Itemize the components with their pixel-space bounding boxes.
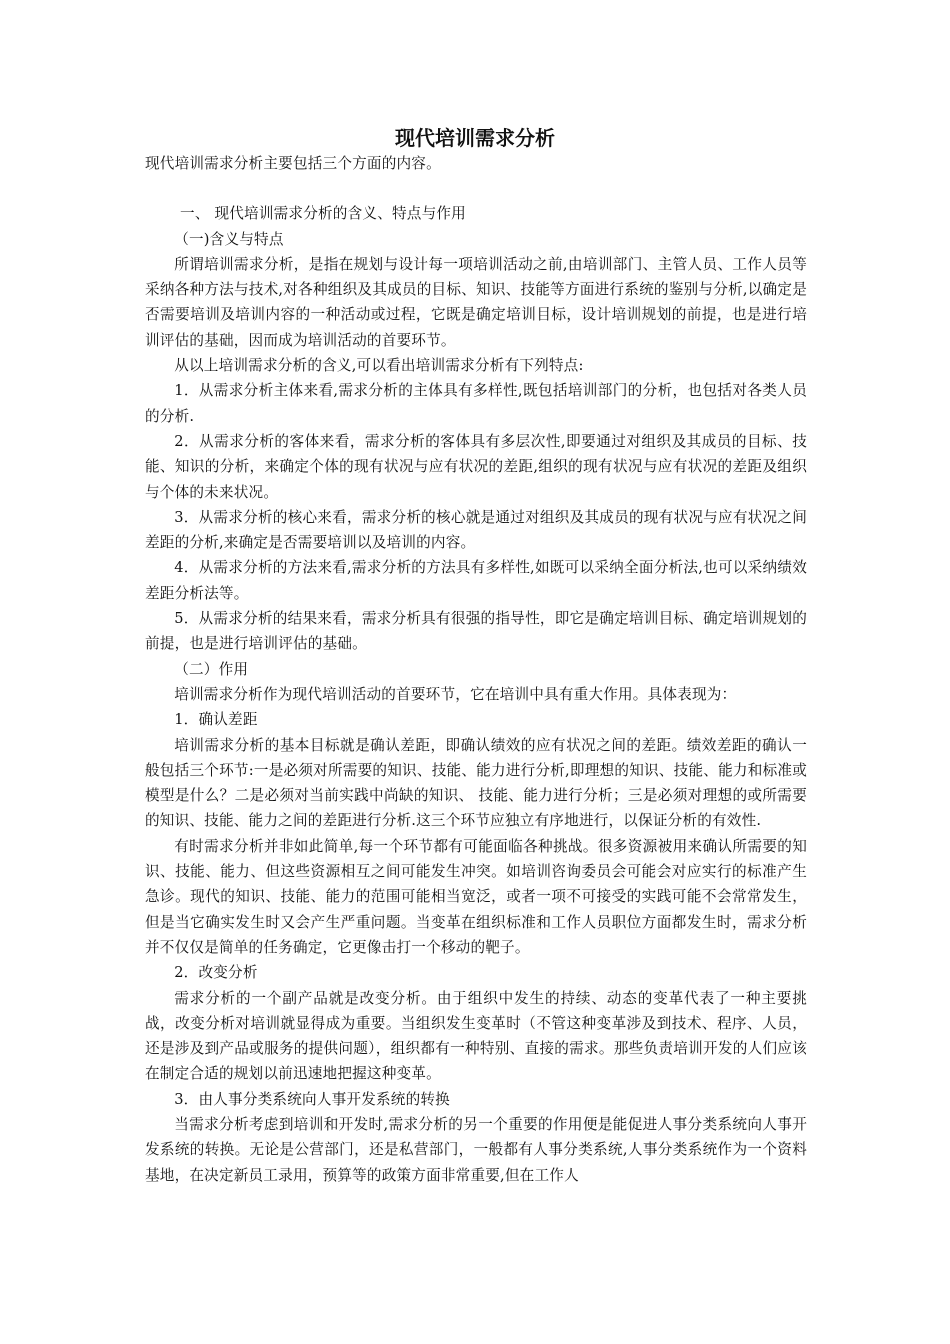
paragraph-system-transition: 当需求分析考虑到培训和开发时,需求分析的另一个重要的作用便是能促进人事分类系统向人事开发系统的转换。无论是公营部门，还是私营部门，一般都有人事分类系统,人事分类系统作为一个资料基地，在决定新员工录用，预算等的政策方面非常重要,但在工作人: [145, 1115, 807, 1184]
role-heading-2: 2．改变分析: [174, 964, 258, 982]
feature-item-3: 3．从需求分析的核心来看，需求分析的核心就是通过对组织及其成员的现有状况与应有状况之间差距的分析,来确定是否需要培训以及培训的内容。: [145, 508, 807, 552]
feature-item-4: 4．从需求分析的方法来看,需求分析的方法具有多样性,如既可以采纳全面分析法,也可以采纳绩效差距分析法等。: [145, 559, 807, 602]
paragraph-challenges: 有时需求分析并非如此简单,每一个环节都有可能面临各种挑战。很多资源被用来确认所需要的知识、技能、能力、但这些资源相互之间可能发生冲突。如培训咨询委员会可能会对应实行的标准产生急诊。现代的知识、技能、能力的范围可能相当宽泛，或者一项不可接受的实践可能不会常常发生，但是当它确实发生时又会产生严重问题。当变革在组织标准和工作人员职位方面都发生时，需求分析并不仅仅是简单的任务确定，它更像击打一个移动的靶子。: [145, 837, 807, 956]
subsection-heading-role: （二）作用: [174, 660, 249, 678]
feature-item-1: 1．从需求分析主体来看,需求分析的主体具有多样性,既包括培训部门的分析，也包括对各类人员的分析.: [145, 382, 807, 425]
paragraph-features-intro: 从以上培训需求分析的含义,可以看出培训需求分析有下列特点:: [174, 357, 584, 375]
feature-item-2: 2．从需求分析的客体来看，需求分析的客体具有多层次性,即要通过对组织及其成员的目标、技能、知识的分析，来确定个体的现有状况与应有状况的差距,组织的现有状况与应有状况的差距及组织与个体的未来状况。: [145, 432, 807, 501]
blank-line: [145, 176, 807, 201]
paragraph-role-intro: 培训需求分析作为现代培训活动的首要环节，它在培训中具有重大作用。具体表现为：: [174, 685, 737, 703]
subsection-heading-meaning: （一)含义与特点: [174, 230, 284, 248]
section-heading-1: 一、 现代培训需求分析的含义、特点与作用: [180, 205, 466, 223]
paragraph-gap: 培训需求分析的基本目标就是确认差距，即确认绩效的应有状况之间的差距。绩效差距的确认一般包括三个环节:一是必须对所需要的知识、技能、能力进行分析,即理想的知识、技能、能力和标准或模型是什么？二是必须对当前实践中尚缺的知识、 技能、能力进行分析；三是必须对理想的或所需要的知识、技能、能力之间的差距进行分析.这三个环节应独立有序地进行，以保证分析的有效性.: [145, 736, 807, 830]
paragraph-definition: 所谓培训需求分析，是指在规划与设计每一项培训活动之前,由培训部门、主管人员、工作人员等采纳各种方法与技术,对各种组织及其成员的目标、知识、技能等方面进行系统的鉴别与分析,以确定是否需要培训及培训内容的一种活动或过程，它既是确定培训目标，设计培训规划的前提，也是进行培训评估的基础，因而成为培训活动的首要环节。: [145, 255, 807, 349]
role-heading-1: 1．确认差距: [174, 711, 258, 729]
page-title: 现代培训需求分析: [395, 126, 555, 150]
intro-paragraph: 现代培训需求分析主要包括三个方面的内容。: [145, 155, 441, 172]
role-heading-3: 3．由人事分类系统向人事开发系统的转换: [174, 1090, 450, 1108]
feature-item-5: 5．从需求分析的结果来看，需求分析具有很强的指导性，即它是确定培训目标、确定培训规划的前提，也是进行培训评估的基础。: [145, 610, 807, 653]
document-body: [145, 151, 807, 1188]
paragraph-change-analysis: 需求分析的一个副产品就是改变分析。由于组织中发生的持续、动态的变革代表了一种主要挑战，改变分析对培训就显得成为重要。当组织发生变革时（不管这种变革涉及到技术、程序、人员，还是涉及到产品或服务的提供问题），组织都有一种特别、直接的需求。那些负责培训开发的人们应该在制定合适的规划以前迅速地把握这种变革。: [145, 989, 807, 1083]
